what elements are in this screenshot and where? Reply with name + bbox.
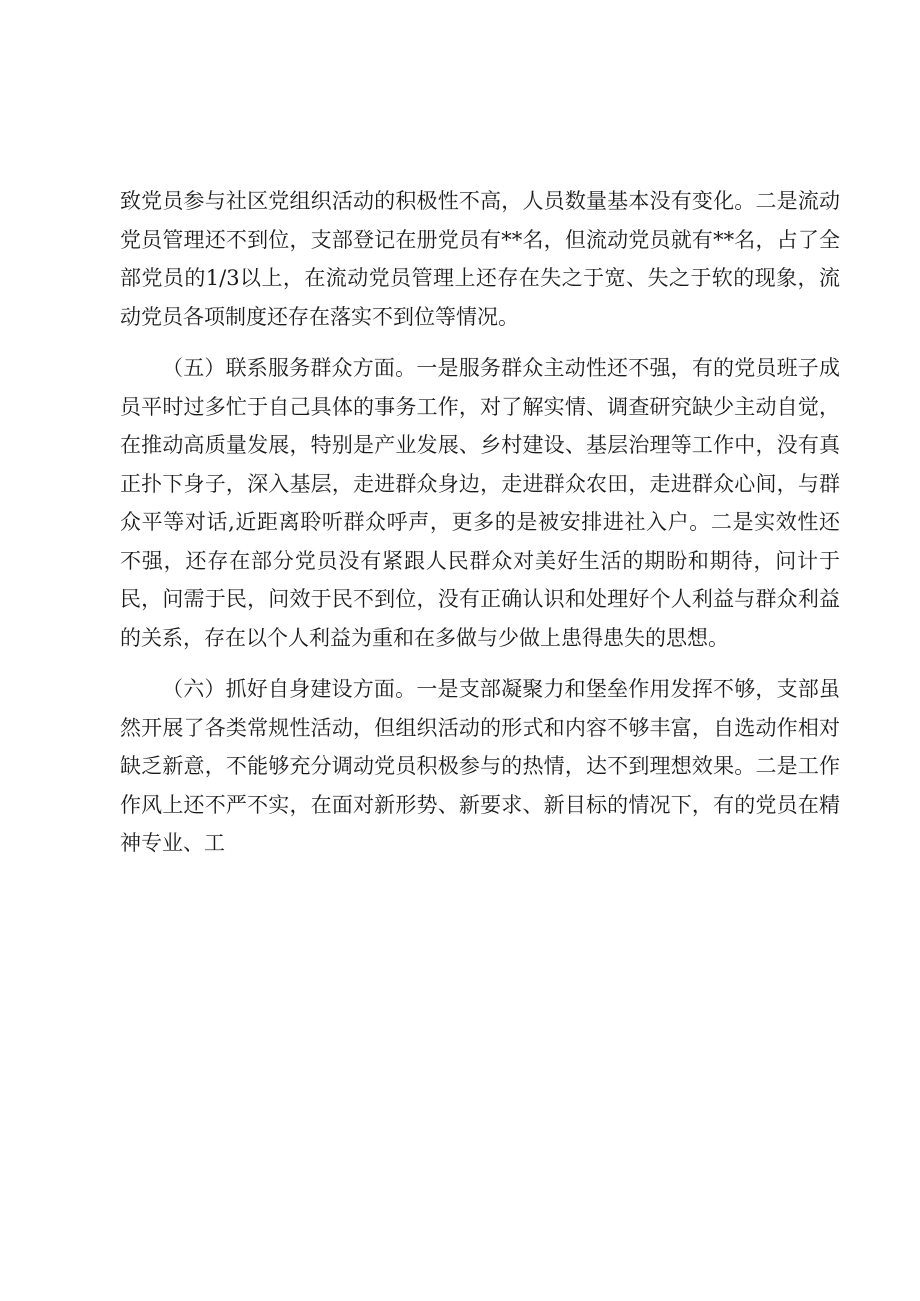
paragraph-section-5: （五）联系服务群众方面。一是服务群众主动性还不强，有的党员班子成员平时过多忙于自己具体的事务工作，对了解实情、调查研究缺少主动自觉，在推动高质量发展，特别是产业发展、乡村建设、基层治理等工作中，没有真正扑下身子，深入基层，走进群众身边，走进群众农田，走进群众心间，与群众平等对话,近距离聆听群众呼声，更多的是被安排进社入户。二是实效性还不强，还存在部分党员没有紧跟人民群众对美好生活的期盼和期待，问计于民，问需于民，问效于民不到位，没有正确认识和处理好个人利益与群众利益的关系，存在以个人利益为重和在多做与少做上患得患失的思想。 bbox=[120, 356, 840, 650]
paragraph-continuation: 致党员参与社区党组织活动的积极性不高，人员数量基本没有变化。二是流动党员管理还不到位，支部登记在册党员有**名，但流动党员就有**名，占了全部党员的1/3以上，在流动党员管理上还存在失之于宽、失之于软的现象，流动党员各项制度还存在落实不到位等情况。 bbox=[120, 189, 840, 329]
paragraph-section-6: （六）抓好自身建设方面。一是支部凝聚力和堡垒作用发挥不够，支部虽然开展了各类常规性活动，但组织活动的形式和内容不够丰富，自选动作相对缺乏新意，不能够充分调动党员积极参与的热情，达不到理想效果。二是工作作风上还不严不实，在面对新形势、新要求、新目标的情况下，有的党员在精神专业、工 bbox=[120, 677, 840, 855]
document-body bbox=[120, 182, 840, 876]
